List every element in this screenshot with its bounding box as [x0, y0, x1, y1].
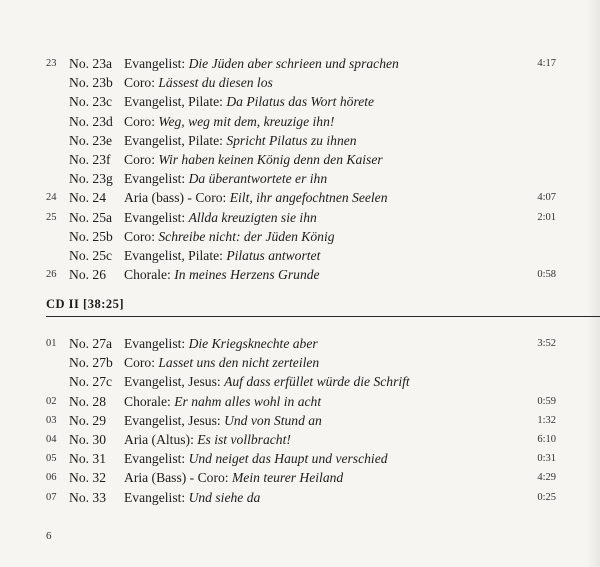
track-row — [0, 265, 600, 284]
performer-label: Evangelist: — [124, 336, 189, 351]
text-incipit: Allda kreuzigten sie ihn — [188, 209, 317, 225]
performer-label: Chorale: — [124, 267, 175, 283]
performer-label: Aria (bass) - Coro: — [124, 190, 230, 206]
track-duration: 0:25 — [537, 491, 556, 503]
track-description — [124, 449, 388, 468]
performer-label: Evangelist: — [124, 451, 189, 467]
movement-number: No. 23e — [69, 132, 113, 148]
performer-label: Chorale: — [124, 393, 175, 409]
performer-label: Evangelist, Jesus: — [124, 374, 225, 390]
text-incipit: Und von Stund an — [224, 412, 322, 428]
track-duration: 0:31 — [537, 453, 556, 465]
track-row — [0, 188, 600, 207]
track-number: 23 — [46, 58, 57, 69]
performer-label: Coro: — [124, 355, 159, 371]
track-description — [124, 488, 260, 507]
performer-label: Evangelist: — [124, 171, 189, 187]
track-description — [124, 169, 327, 188]
movement-number: No. 27a — [69, 336, 113, 351]
track-row — [0, 353, 600, 372]
movement-number: No. 23a — [69, 56, 113, 71]
track-row — [0, 150, 600, 169]
track-number: 01 — [46, 338, 57, 349]
text-incipit: Er nahm alles wohl in acht — [174, 393, 322, 409]
track-duration: 6:10 — [537, 434, 556, 445]
track-description — [124, 372, 410, 391]
movement-number: No. 27c — [69, 374, 113, 390]
text-incipit: Da Pilatus das Wort hörete — [226, 94, 375, 110]
track-description — [124, 54, 399, 73]
track-number: 02 — [46, 395, 57, 407]
track-number: 26 — [46, 269, 57, 281]
track-description — [124, 73, 273, 92]
text-incipit: Und neiget das Haupt und verschied — [188, 451, 388, 467]
movement-number: No. 28 — [69, 393, 107, 409]
text-incipit: Und siehe da — [188, 489, 261, 505]
track-description — [124, 430, 291, 449]
movement-number: No. 29 — [69, 412, 107, 428]
track-row — [0, 92, 600, 111]
track-row — [0, 392, 600, 411]
track-row — [0, 54, 600, 73]
page-number: 6 — [46, 530, 52, 542]
track-duration: 4:17 — [537, 58, 556, 69]
track-description — [124, 92, 374, 111]
track-description — [124, 353, 319, 372]
track-row — [0, 449, 600, 468]
performer-label: Evangelist: — [124, 489, 189, 505]
track-description — [124, 468, 343, 487]
movement-number: No. 25c — [69, 248, 113, 263]
text-incipit: Es ist vollbracht! — [197, 432, 291, 447]
track-description — [124, 208, 317, 227]
track-number: 04 — [46, 434, 57, 445]
track-description — [124, 112, 334, 131]
movement-number: No. 23b — [69, 75, 113, 91]
track-duration: 0:58 — [537, 269, 556, 281]
track-duration: 2:01 — [537, 211, 556, 223]
text-incipit: Auf dass erfüllet würde die Schrift — [224, 374, 410, 390]
track-description — [124, 227, 335, 246]
text-incipit: Mein teurer Heiland — [231, 470, 344, 486]
cd-header: CD II [38:25] — [46, 297, 125, 311]
track-description — [124, 188, 388, 207]
performer-label: Evangelist: — [124, 209, 189, 225]
track-row — [0, 112, 600, 131]
movement-number: No. 25b — [69, 228, 113, 244]
track-duration: 1:32 — [537, 414, 556, 426]
text-incipit: Pilatus antwortet — [226, 248, 321, 263]
movement-number: No. 31 — [69, 451, 107, 467]
track-number: 07 — [46, 491, 57, 503]
track-row — [0, 227, 600, 246]
track-row — [0, 372, 600, 391]
track-duration: 3:52 — [537, 338, 556, 349]
text-incipit: Wir haben keinen König denn den Kaiser — [158, 152, 383, 167]
performer-label: Evangelist, Pilate: — [124, 132, 227, 148]
performer-label: Coro: — [124, 75, 159, 91]
text-incipit: In meines Herzens Grunde — [174, 267, 320, 283]
performer-label: Aria (Altus): — [124, 432, 198, 447]
track-duration: 0:59 — [537, 395, 556, 407]
movement-number: No. 33 — [69, 489, 107, 505]
text-incipit: Weg, weg mit dem, kreuzige ihn! — [158, 113, 335, 129]
text-incipit: Lässest du diesen los — [158, 75, 273, 91]
track-duration: 4:07 — [537, 192, 556, 204]
performer-label: Coro: — [124, 228, 159, 244]
movement-number: No. 24 — [69, 190, 107, 206]
performer-label: Evangelist, Pilate: — [124, 94, 227, 110]
track-row — [0, 131, 600, 150]
movement-number: No. 23g — [69, 171, 113, 187]
performer-label: Coro: — [124, 152, 159, 167]
text-incipit: Da überantwortete er ihn — [188, 171, 328, 187]
track-row — [0, 169, 600, 188]
track-number: 06 — [46, 472, 57, 484]
track-number: 25 — [46, 211, 57, 223]
track-description — [124, 334, 318, 353]
performer-label: Aria (Bass) - Coro: — [124, 470, 232, 486]
movement-number: No. 32 — [69, 470, 107, 486]
track-row — [0, 334, 600, 353]
track-row — [0, 73, 600, 92]
track-description — [124, 411, 322, 430]
movement-number: No. 26 — [69, 267, 107, 283]
track-description — [124, 392, 321, 411]
performer-label: Evangelist: — [124, 56, 189, 71]
track-description — [124, 150, 383, 169]
track-row — [0, 430, 600, 449]
track-row — [0, 488, 600, 507]
track-description — [124, 131, 357, 150]
text-incipit: Die Kriegsknechte aber — [188, 336, 318, 351]
divider — [46, 316, 600, 317]
track-row — [0, 468, 600, 487]
movement-number: No. 30 — [69, 432, 107, 447]
text-incipit: Die Jüden aber schrieen und sprachen — [188, 56, 399, 71]
movement-number: No. 25a — [69, 209, 113, 225]
movement-number: No. 23c — [69, 94, 113, 110]
page-edge-shadow — [586, 0, 600, 567]
track-row — [0, 246, 600, 265]
track-duration: 4:29 — [537, 472, 556, 484]
movement-number: No. 23d — [69, 113, 113, 129]
movement-number: No. 27b — [69, 355, 113, 371]
track-number: 05 — [46, 453, 57, 465]
text-incipit: Eilt, ihr angefochtnen Seelen — [229, 190, 388, 206]
track-number: 24 — [46, 192, 57, 204]
movement-number: No. 23f — [69, 152, 111, 167]
text-incipit: Lasset uns den nicht zerteilen — [158, 355, 320, 371]
track-row — [0, 208, 600, 227]
track-row — [0, 411, 600, 430]
performer-label: Evangelist, Pilate: — [124, 248, 227, 263]
performer-label: Coro: — [124, 113, 159, 129]
text-incipit: Schreibe nicht: der Jüden König — [158, 228, 335, 244]
track-description — [124, 246, 320, 265]
track-description — [124, 265, 320, 284]
text-incipit: Spricht Pilatus zu ihnen — [226, 132, 357, 148]
performer-label: Evangelist, Jesus: — [124, 412, 225, 428]
track-number: 03 — [46, 414, 57, 426]
